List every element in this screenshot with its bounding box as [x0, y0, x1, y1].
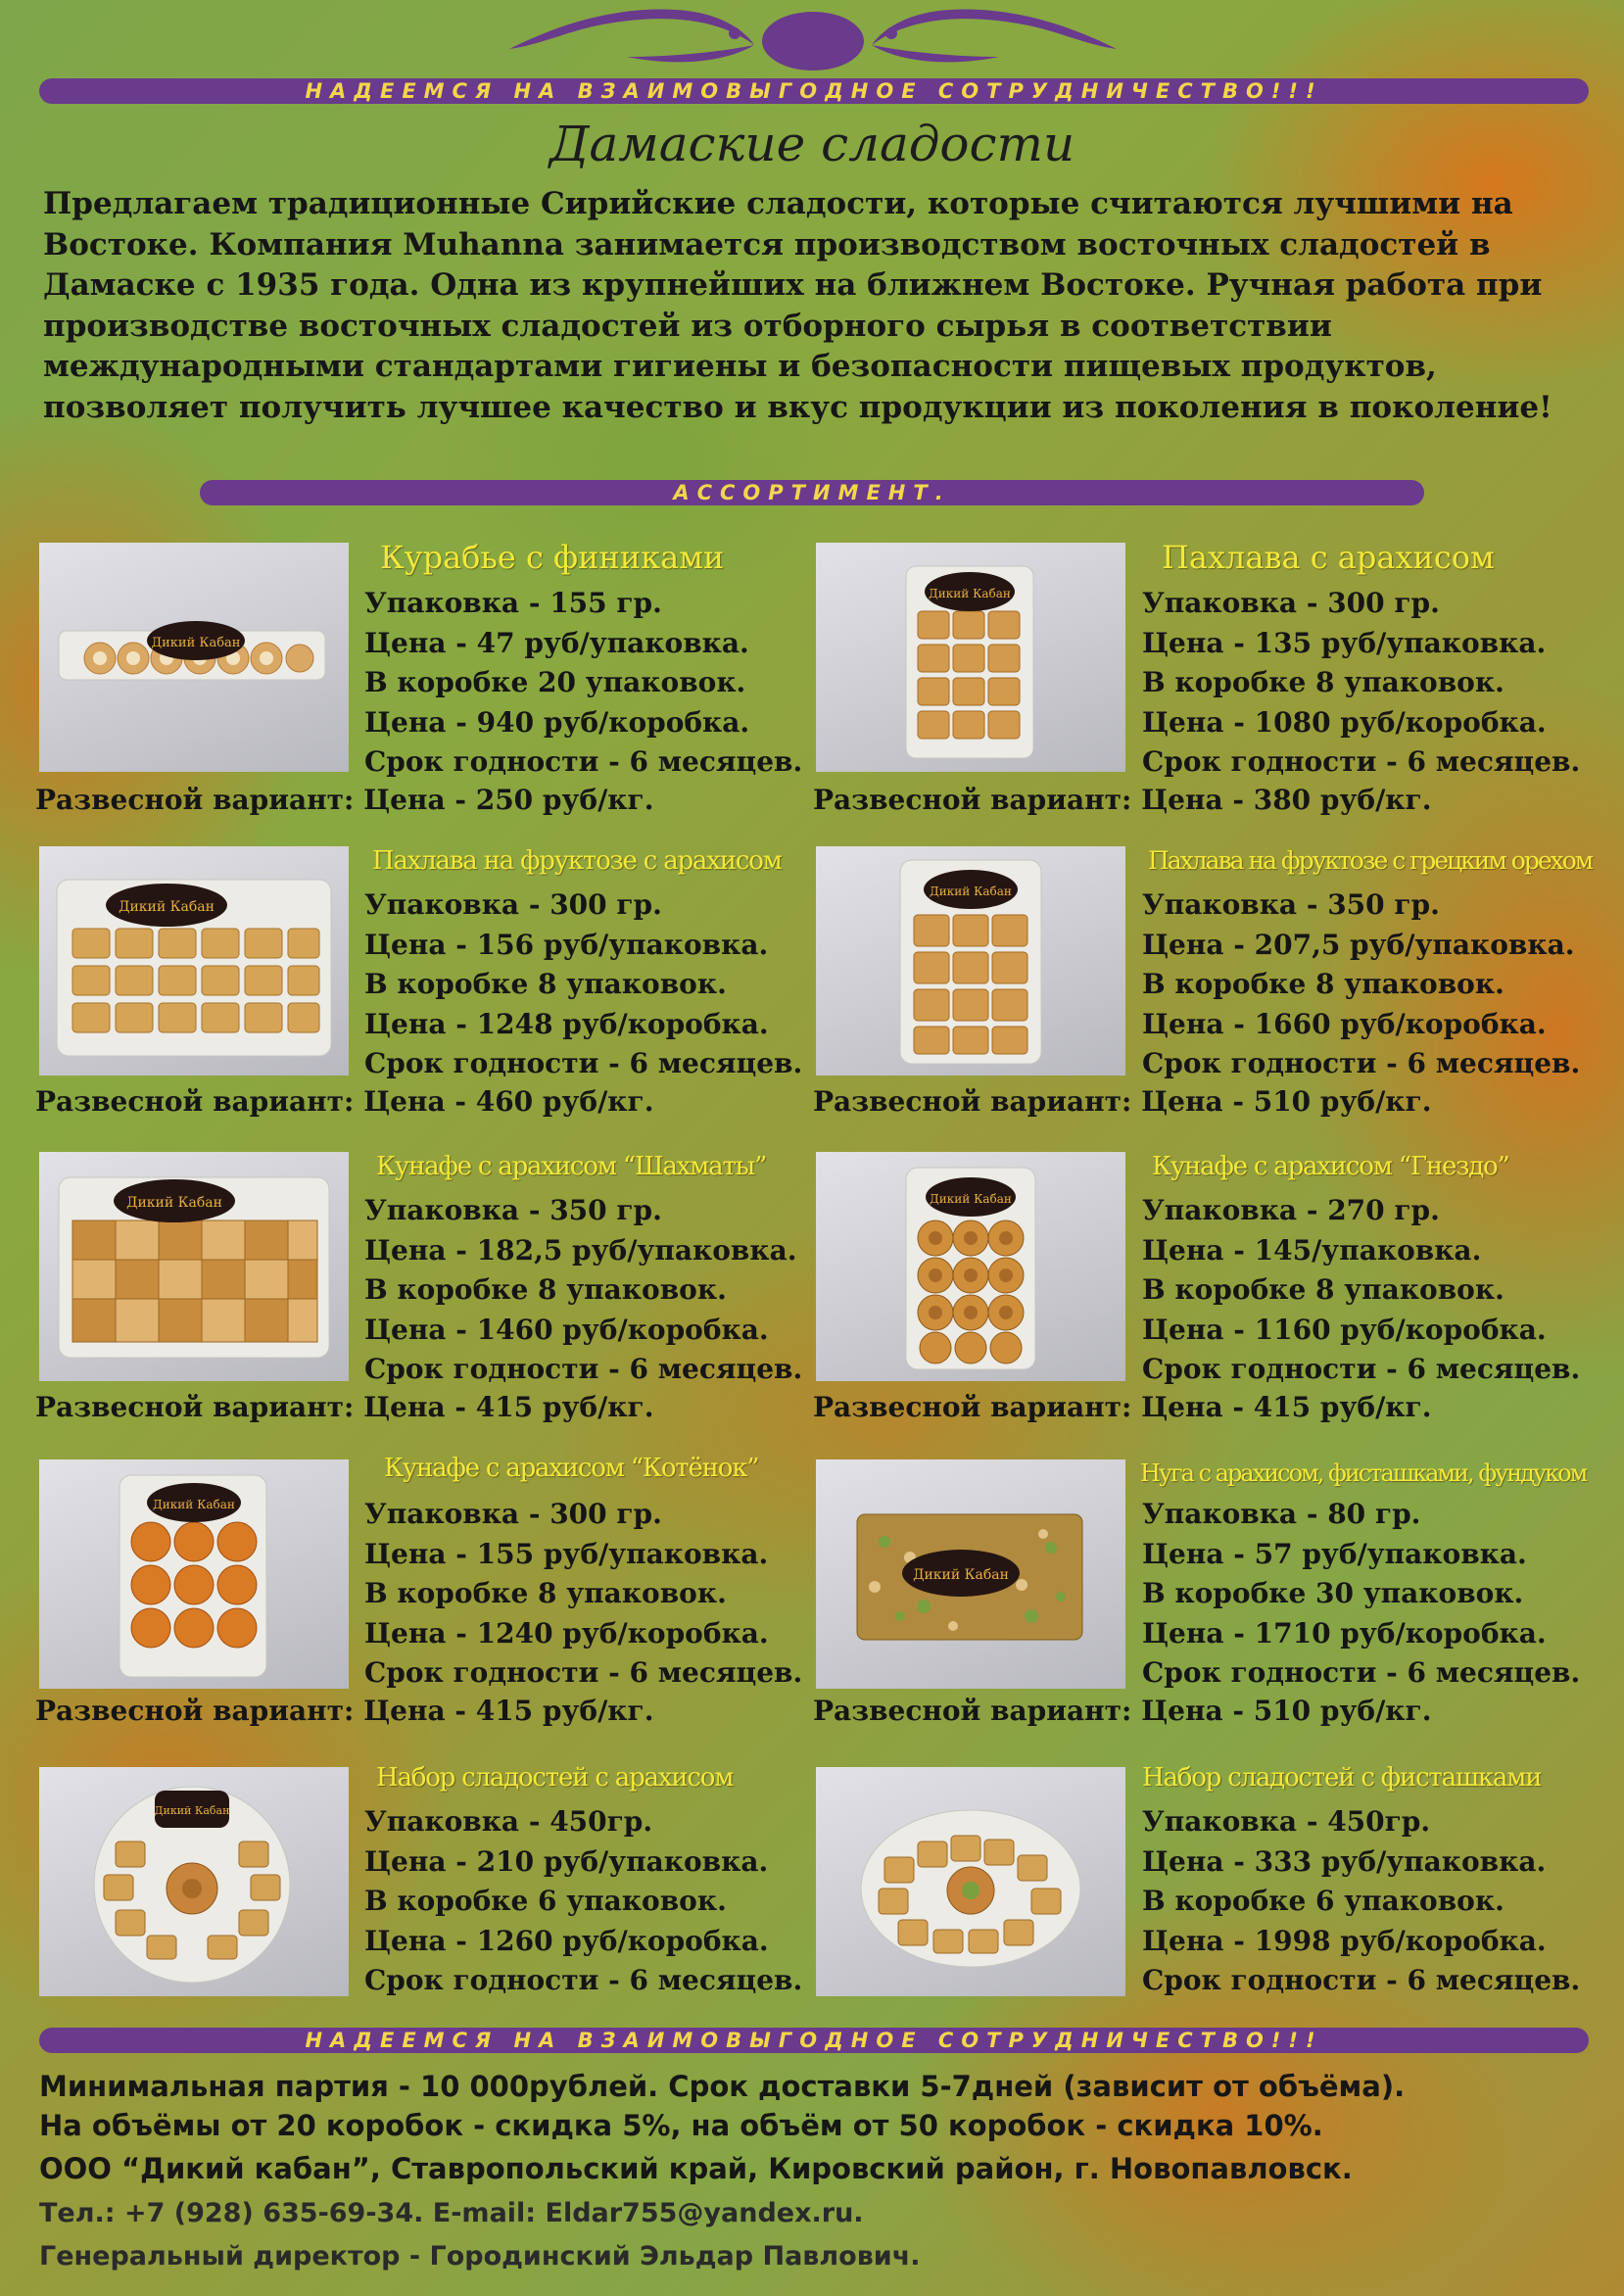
intro-line: Предлагаем традиционные Сирийские сладости, которые считаются лучшими на [43, 186, 1513, 221]
product-specs: Упаковка - 300 гр. Цена - 155 руб/упаковка. В коробке 8 упаковок. Цена - 1240 руб/коробка. Срок годности - 6 месяцев. [364, 1498, 803, 1689]
product-title: Кунафе с арахисом “Котёнок” [384, 1454, 759, 1483]
product-photo-pakhlava-fructose-peanut [39, 846, 349, 1076]
product-specs: Упаковка - 155 гр. Цена - 47 руб/упаковка. В коробке 20 упаковок. Цена - 940 руб/коробка. Срок годности - 6 месяцев. [364, 587, 803, 778]
svg-text:Дикий Кабан: Дикий Кабан [929, 587, 1011, 600]
loose-price: Развесной вариант: Цена - 415 руб/кг. [35, 1391, 654, 1423]
svg-text:Дикий Кабан: Дикий Кабан [930, 1192, 1012, 1206]
svg-text:Дикий Кабан: Дикий Кабан [153, 1498, 235, 1511]
footer-line: Генеральный директор - Городинский Эльдар Павлович. [39, 2241, 921, 2272]
product-specs: Упаковка - 270 гр. Цена - 145/упаковка. В коробке 8 упаковок. Цена - 1160 руб/коробка. Срок годности - 6 месяцев. [1142, 1194, 1581, 1385]
intro-line: Востоке. Компания Muhanna занимается производством восточных сладостей в [43, 226, 1491, 263]
product-title: Пахлава на фруктозе с грецким орехом [1148, 846, 1593, 875]
bottom-banner: НАДЕЕМСЯ НА ВЗАИМОВЫГОДНОЕ СОТРУДНИЧЕСТВО!!! [39, 2028, 1589, 2053]
product-title: Пахлава на фруктозе с арахисом [372, 846, 782, 876]
product-photo-kurabye [39, 543, 349, 772]
product-photo-kunafe-nest [816, 1152, 1125, 1381]
intro-line: позволяет получить лучшее качество и вкус продукции из поколения в поколение! [43, 389, 1552, 425]
footer-line: ООО “Дикий кабан”, Ставропольский край, Кировский район, г. Новопавловск. [39, 2152, 1353, 2185]
product-specs: Упаковка - 80 гр. Цена - 57 руб/упаковка. В коробке 30 упаковок. Цена - 1710 руб/коробка. Срок годности - 6 месяцев. [1142, 1498, 1581, 1689]
product-title: Кунафе с арахисом “Гнездо” [1152, 1152, 1509, 1181]
loose-price: Развесной вариант: Цена - 415 руб/кг. [35, 1695, 654, 1727]
svg-text:Дикий Кабан: Дикий Кабан [913, 1567, 1009, 1583]
loose-price: Развесной вариант: Цена - 510 руб/кг. [813, 1695, 1432, 1727]
product-title: Набор сладостей с арахисом [376, 1763, 734, 1793]
product-photo-assorted-pistachio [816, 1767, 1125, 1996]
product-title: Набор сладостей с фисташками [1142, 1763, 1542, 1793]
footer-line: Тел.: +7 (928) 635-69-34. E-mail: Eldar755@yandex.ru. [39, 2198, 864, 2228]
assortment-banner: АССОРТИМЕНТ. [200, 480, 1424, 505]
footer-line: На объёмы от 20 коробок - скидка 5%, на объём от 50 коробок - скидка 10%. [39, 2109, 1323, 2142]
svg-text:Дикий Кабан: Дикий Кабан [154, 1804, 230, 1817]
product-title: Нуга с арахисом, фисташками, фундуком [1140, 1459, 1587, 1487]
intro-line: Дамаске с 1935 года. Одна из крупнейших на ближнем Востоке. Ручная работа при [43, 267, 1543, 303]
intro-line: производстве восточных сладостей из отборного сырья в соответствии [43, 308, 1332, 344]
footer-info [39, 2067, 1606, 2278]
loose-price: Развесной вариант: Цена - 250 руб/кг. [35, 784, 654, 816]
loose-price: Развесной вариант: Цена - 510 руб/кг. [813, 1085, 1432, 1118]
svg-text:Дикий Кабан: Дикий Кабан [151, 636, 241, 650]
page-title: Дамаские сладости [549, 116, 1075, 172]
footer-line: Минимальная партия - 10 000рублей. Срок доставки 5-7дней (зависит от объёма). [39, 2070, 1406, 2103]
product-photo-kunafe-kitten [39, 1459, 349, 1689]
loose-price: Развесной вариант: Цена - 415 руб/кг. [813, 1391, 1432, 1423]
product-title: Курабье с финиками [380, 539, 725, 576]
svg-text:Дикий Кабан: Дикий Кабан [126, 1195, 222, 1211]
top-banner: НАДЕЕМСЯ НА ВЗАИМОВЫГОДНОЕ СОТРУДНИЧЕСТВО!!! [39, 78, 1589, 104]
intro-line: международными стандартами гигиены и безопасности пищевых продуктов, [43, 349, 1437, 384]
product-photo-nougat [816, 1459, 1125, 1689]
top-ornament [490, 6, 1136, 76]
product-title: Пахлава с арахисом [1162, 539, 1495, 576]
product-photo-pakhlava [816, 543, 1125, 772]
product-specs: Упаковка - 300 гр. Цена - 156 руб/упаковка. В коробке 8 упаковок. Цена - 1248 руб/коробка. Срок годности - 6 месяцев. [364, 888, 803, 1079]
product-specs: Упаковка - 300 гр. Цена - 135 руб/упаковка. В коробке 8 упаковок. Цена - 1080 руб/коробка. Срок годности - 6 месяцев. [1142, 587, 1581, 778]
product-photo-assorted-peanut [39, 1767, 349, 1996]
product-specs: Упаковка - 450гр. Цена - 333 руб/упаковка. В коробке 6 упаковок. Цена - 1998 руб/коробка. Срок годности - 6 месяцев. [1142, 1805, 1581, 1996]
svg-text:Дикий Кабан: Дикий Кабан [930, 885, 1012, 898]
intro-text [43, 184, 1600, 428]
svg-text:Дикий Кабан: Дикий Кабан [119, 899, 215, 915]
product-specs: Упаковка - 450гр. Цена - 210 руб/упаковка. В коробке 6 упаковок. Цена - 1260 руб/коробка. Срок годности - 6 месяцев. [364, 1805, 803, 1996]
product-photo-kunafe-chess [39, 1152, 349, 1381]
loose-price: Развесной вариант: Цена - 380 руб/кг. [813, 784, 1432, 816]
product-specs: Упаковка - 350 гр. Цена - 207,5 руб/упаковка. В коробке 8 упаковок. Цена - 1660 руб/коробка. Срок годности - 6 месяцев. [1142, 888, 1581, 1079]
product-title: Кунафе с арахисом “Шахматы” [376, 1152, 767, 1181]
product-photo-pakhlava-fructose-walnut [816, 846, 1125, 1076]
loose-price: Развесной вариант: Цена - 460 руб/кг. [35, 1085, 654, 1118]
product-specs: Упаковка - 350 гр. Цена - 182,5 руб/упаковка. В коробке 8 упаковок. Цена - 1460 руб/коробка. Срок годности - 6 месяцев. [364, 1194, 803, 1385]
